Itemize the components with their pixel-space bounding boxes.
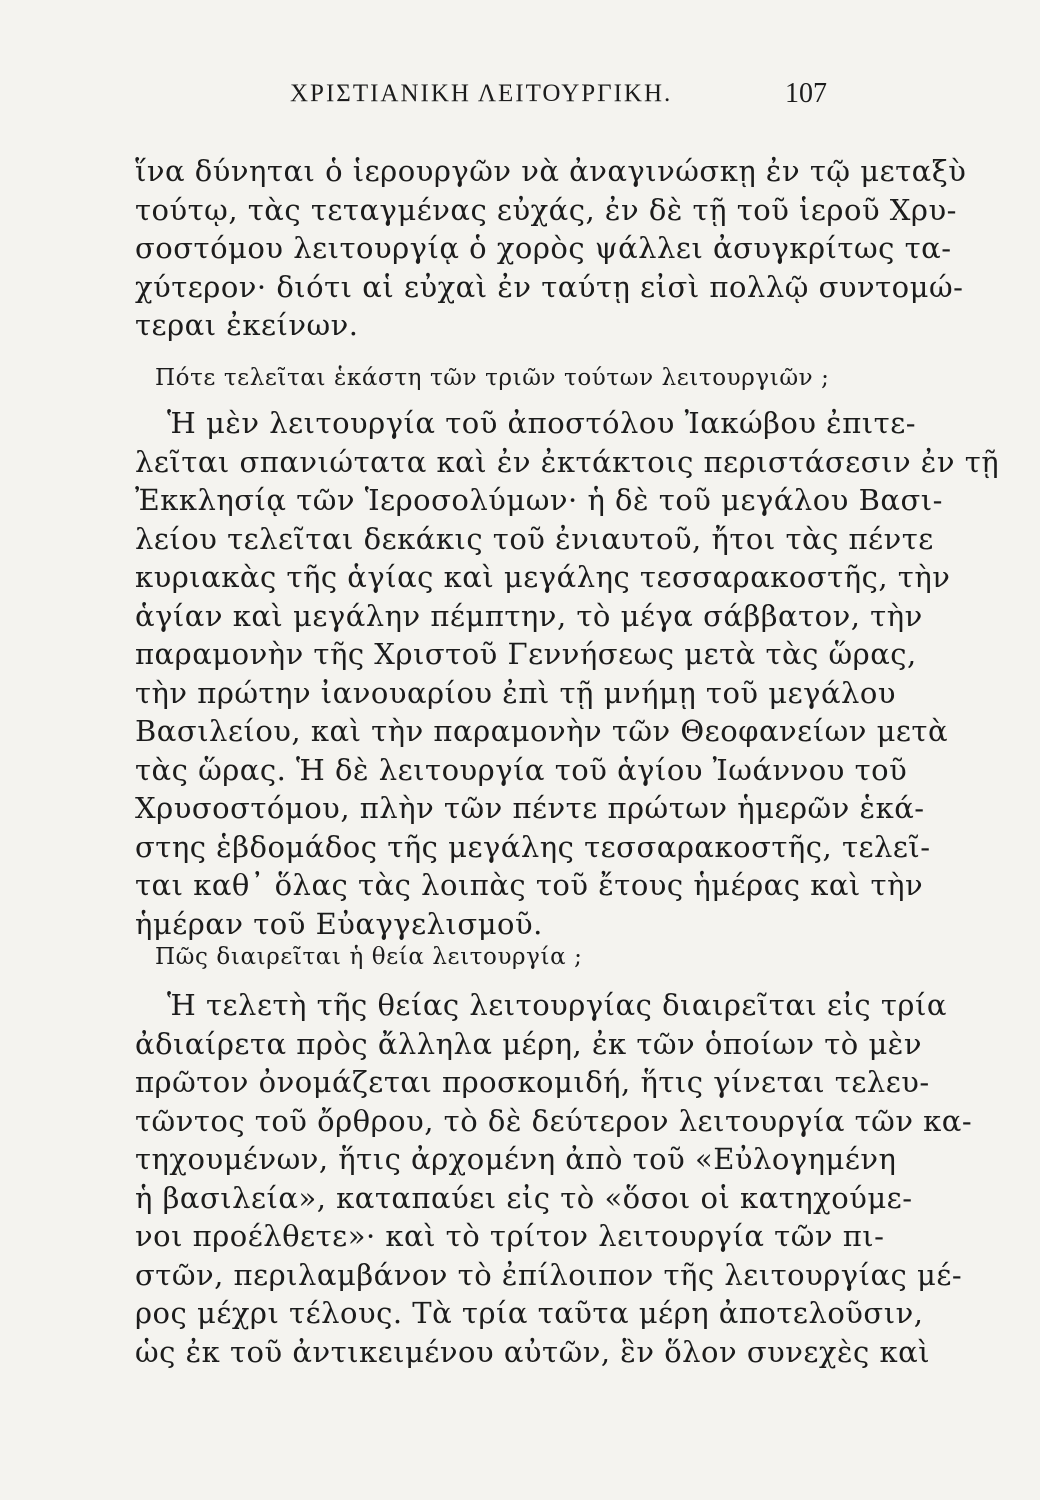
text-line: τῶντος τοῦ ὄρθρου, τὸ δὲ δεύτερον λειτουργία τῶν κα- xyxy=(135,1103,973,1138)
text-line: κυριακὰς τῆς ἁγίας καὶ μεγάλης τεσσαρακοστῆς, τὴν xyxy=(135,560,951,594)
text-line: Χρυσοστόμου, πλὴν τῶν πέντε πρώτων ἡμερῶν ἑκά- xyxy=(135,791,925,825)
text-line: Ἡ μὲν λειτουργία τοῦ ἀποστόλου Ἰακώβου ἐπιτε- xyxy=(167,406,917,440)
text-line: τεραι ἐκείνων. xyxy=(135,308,359,342)
text-line: λεῖται σπανιώτατα καὶ ἐν ἐκτάκτοις περιστάσεσιν ἐν τῇ xyxy=(135,444,1000,479)
text-line: τὰς ὥρας. Ἡ δὲ λειτουργία τοῦ ἁγίου Ἰωάννου τοῦ xyxy=(135,752,908,787)
text-line: σοστόμου λειτουργίᾳ ὁ χορὸς ψάλλει ἀσυγκρίτως τα- xyxy=(135,231,952,265)
text-line: Ἐκκλησίᾳ τῶν Ἱεροσολύμων· ἡ δὲ τοῦ μεγάλου Βασι- xyxy=(135,483,943,517)
page-number: 107 xyxy=(785,78,827,109)
text-line: ἀδιαίρετα πρὸς ἄλληλα μέρη, ἐκ τῶν ὁποίων τὸ μὲν xyxy=(135,1026,922,1061)
text-line: ἡμέραν τοῦ Εὐαγγελισμοῦ. xyxy=(135,906,543,941)
paragraph-2 xyxy=(135,404,1000,943)
text-line: παραμονὴν τῆς Χριστοῦ Γεννήσεως μετὰ τὰς ὥρας, xyxy=(135,637,917,671)
paragraph-3 xyxy=(135,986,973,1371)
text-line: ρος μέχρι τέλους. Τὰ τρία ταῦτα μέρη ἀποτελοῦσιν, xyxy=(135,1296,924,1330)
text-line: χύτερον· διότι αἱ εὐχαὶ ἐν ταύτῃ εἰσὶ πολλῷ συντομώ- xyxy=(135,269,964,304)
text-line: Ἡ τελετὴ τῆς θείας λειτουργίας διαιρεῖται εἰς τρία xyxy=(167,988,947,1022)
paragraph-1 xyxy=(135,152,967,345)
question-heading-2: Πῶς διαιρεῖται ἡ θεία λειτουργία ; xyxy=(155,944,583,970)
text-line: ἵνα δύνηται ὁ ἱερουργῶν νὰ ἀναγινώσκῃ ἐν τῷ μεταξὺ xyxy=(135,154,967,188)
text-line: στης ἑβδομάδος τῆς μεγάλης τεσσαρακοστῆς, τελεῖ- xyxy=(135,829,931,864)
text-line: πρῶτον ὀνομάζεται προσκομιδή, ἥτις γίνεται τελευ- xyxy=(135,1065,930,1099)
text-line: τούτῳ, τὰς τεταγμένας εὐχάς, ἐν δὲ τῇ τοῦ ἱεροῦ Χρυ- xyxy=(135,192,957,227)
text-line: ται καθ᾽ ὅλας τὰς λοιπὰς τοῦ ἔτους ἡμέρας καὶ τὴν xyxy=(135,868,924,902)
text-line: τὴν πρώτην ἰανουαρίου ἐπὶ τῇ μνήμῃ τοῦ μεγάλου xyxy=(135,675,897,710)
text-line: τηχουμένων, ἥτις ἀρχομένη ἀπὸ τοῦ «Εὐλογημένη xyxy=(135,1142,897,1176)
text-line: ὡς ἐκ τοῦ ἀντικειμένου αὐτῶν, ἓν ὅλον συνεχὲς καὶ xyxy=(135,1334,931,1369)
text-line: λείου τελεῖται δεκάκις τοῦ ἐνιαυτοῦ, ἤτοι τὰς πέντε xyxy=(135,521,934,556)
text-line: ἁγίαν καὶ μεγάλην πέμπτην, τὸ μέγα σάββατον, τὴν xyxy=(135,598,923,633)
text-line: Βασιλείου, καὶ τὴν παραμονὴν τῶν Θεοφανείων μετὰ xyxy=(135,714,949,748)
question-heading-1: Πότε τελεῖται ἑκάστη τῶν τριῶν τούτων λειτουργιῶν ; xyxy=(155,365,830,391)
text-line: νοι προέλθετε»· καὶ τὸ τρίτον λειτουργία τῶν πι- xyxy=(135,1219,885,1253)
text-line: ἡ βασιλεία», καταπαύει εἰς τὸ «ὅσοι οἱ κατηχούμε- xyxy=(135,1180,913,1215)
running-title: ΧΡΙΣΤΙΑΝΙΚΗ ΛΕΙΤΟΥΡΓΙΚΗ. xyxy=(290,80,673,107)
text-line: στῶν, περιλαμβάνον τὸ ἐπίλοιπον τῆς λειτουργίας μέ- xyxy=(135,1257,963,1292)
